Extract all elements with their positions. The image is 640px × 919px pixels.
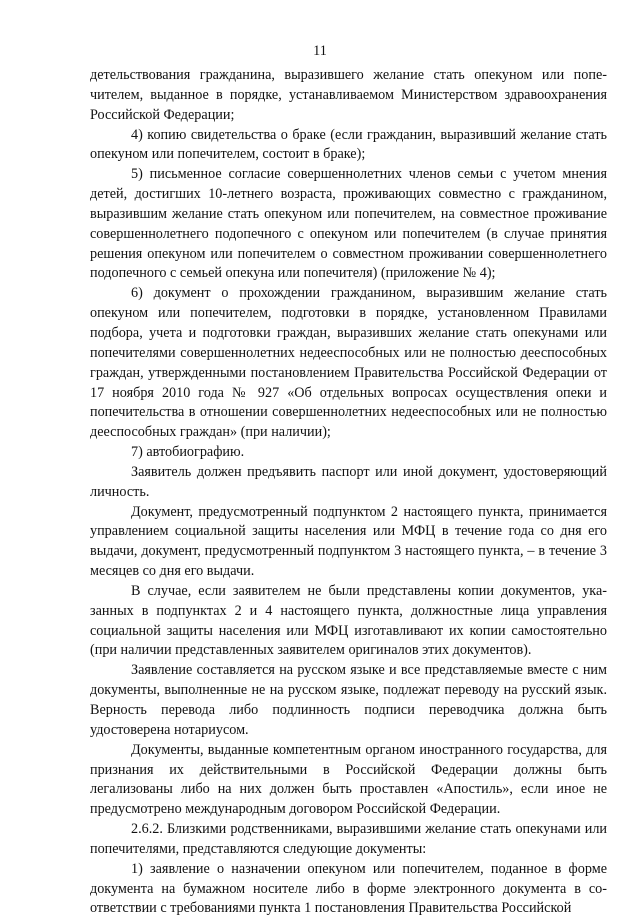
document-body [90,66,607,919]
paragraph-copies-production: В случае, если заявителем не были представлены копии документов, указанных в подпунктах 2 и 4 настоящего пункта, должностные лица управления социальной защиты населения или МФЦ изготавливают их копии самостоятельно (при наличии представленных заявителем оригиналов этих документов). [90,582,607,659]
paragraph-passport-requirement: Заявитель должен предъявить паспорт или иной документ, удостоверяющий личность. [90,463,607,500]
paragraph-item-7-autobiography: 7) автобиографию. [131,444,245,461]
paragraph-medical-certificate-continuation: детельствования гражданина, выразившего желание стать опекуном или попечителем, выданное в порядке, устанавливаемом Министерством здравоохранения Российской Федерации; [90,67,607,123]
page-number: 11 [313,43,327,59]
paragraph-relatives-item-1-application: 1) заявление о назначении опекуном или попечителем, поданное в форме документа на бумажном носителе либо в форме электронного документа в соответствии с требованиями пункта 1 постановления Правительства Российской [90,860,607,917]
paragraph-document-validity: Документ, предусмотренный подпунктом 2 настоящего пункта, принимается управлением социальной защиты населения или МФЦ в течение года со дня его выдачи, документ, предусмотренный подпунктом 3 настоящего пункта, – в течение 3 месяцев со дня его выдачи. [90,503,607,580]
paragraph-item-5-family-consent: 5) письменное согласие совершеннолетних членов семьи с учетом мнения детей, достигших 10-летнего возраста, проживающих совместно с гражданином, выразившим желание стать опекуном или попечителем, на совместное проживание совершеннолетнего подопечного с опекуном или попечителем (в случае принятия решения опекуном или попечителем о совместном проживании совершеннолетнего подопечного с семьей опекуна или попечителя) (приложение № 4); [90,166,607,282]
paragraph-foreign-documents: Документы, выданные компетентным органом иностранного государства, для признания их действительными в Российской Федерации должны быть легализованы либо на них должен быть проставлен «Апостиль», если иное не предусмотрено международным договором Российской Федерации. [90,741,607,818]
paragraph-section-2-6-2: 2.6.2. Близкими родственниками, выразившими желание стать опекунами или попечителями, представляются следующие документы: [90,821,607,857]
paragraph-item-4-marriage-certificate: 4) копию свидетельства о браке (если гражданин, выразивший желание стать опекуном или попечителем, состоит в браке); [90,126,607,163]
paragraph-language-requirement: Заявление составляется на русском языке и все представляемые вместе с ним документы, выполненные не на русском языке, подлежат переводу на русский язык. Верность перевода либо подлинность подписи переводчика должна быть удостоверена нотариусом. [90,662,607,738]
paragraph-item-6-training-document: 6) документ о прохождении гражданином, выразившим желание стать опекуном или попечителем, подготовки в порядке, установленном Правилами подбора, учета и подготовки граждан, выразивших желание стать опекунами или попечителями совершеннолетних недееспособных или не полностью дееспособных граждан, утвержденными постановлением Правительства Российской Федерации от 17 ноября 2010 года № 927 «Об отдельных вопросах осуществления опеки и попечительства в отношении совершеннолетних недееспособных или не полностью дееспособных граждан» (при наличии); [90,285,607,441]
